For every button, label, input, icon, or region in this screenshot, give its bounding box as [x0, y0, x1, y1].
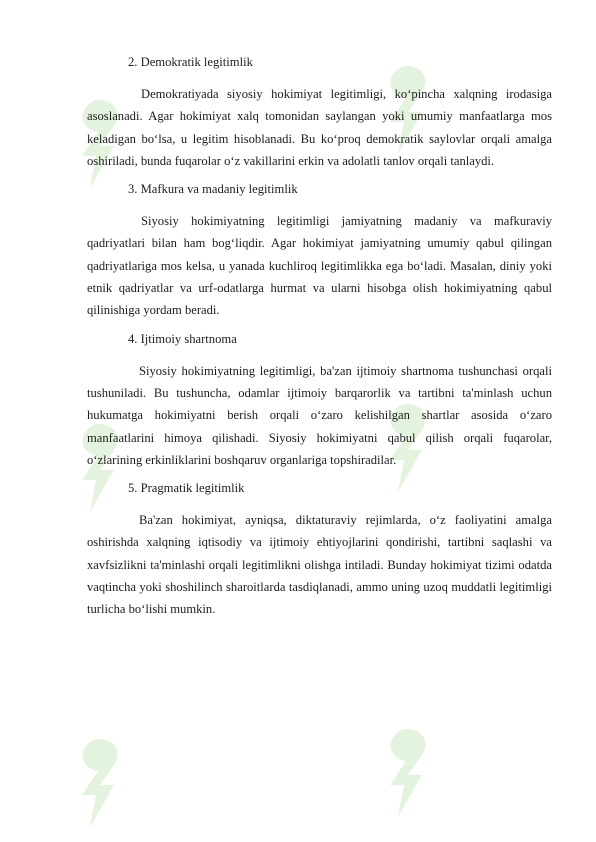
section-paragraph: Demokratiyada siyosiy hokimiyat legitimligi, ko‘pincha xalqning irodasiga asoslanadi. Agar hokimiyat xalq tomonidan saylangan yoki umumiy manfaatlarga mos keladigan bo‘lsa, u legitim hisoblanadi. Bu ko‘proq demokratik saylovlar orqali amalga oshiriladi, bunda fuqarolar o‘z vakillarini erkin va adolatli tanlov orqali tanlaydi.	[87, 87, 552, 168]
watermark-logo-icon	[70, 735, 126, 831]
section-paragraph: Siyosiy hokimiyatning legitimligi, ba'zan ijtimoiy shartnoma tushunchasi orqali tushuniladi. Bu tushuncha, odamlar ijtimoiy barqarorlik va tartibni ta'minlash uchun hukumatga hokimiyatni berish orqali o‘zaro kelishilgan shartlar asosida o‘zaro manfaatlarini himoya qilishadi. Siyosiy hokimiyatni qabul qilish orqali fuqarolar, o‘zlarining erkinliklarini boshqaruv organlariga topshiradilar.	[87, 363, 552, 467]
section-paragraph: Siyosiy hokimiyatning legitimligi jamiyatning madaniy va mafkuraviy qadriyatlari bilan ham bog‘liqdir. Agar hokimiyat jamiyatning umumiy qabul qilingan qadriyatlariga mos kelsa, u yanada kuchliroq legitimlikka ega bo‘ladi. Masalan, diniy yoki etnik qadriyatlar va urf-odatlarga hurmat va ularni hisobga olish hokimiyatning qabul qilinishiga yordam beradi.	[87, 214, 552, 318]
section-heading: 2. Demokratik legitimlik	[128, 55, 253, 69]
document-body	[87, 54, 552, 630]
section-heading: 4. Ijtimoiy shartnoma	[128, 331, 237, 346]
section-heading: 3. Mafkura va madaniy legitimlik	[128, 182, 298, 197]
section-paragraph: Ba'zan hokimiyat, ayniqsa, diktaturaviy rejimlarda, o‘z faoliyatini amalga oshirishda xalqning iqtisodiy va ijtimoiy ehtiyojlarini qondirishi, tartibni saqlashi va xavfsizlikni ta'minlashi orqali legitimlikni olishga intiladi. Bunday hokimiyat tizimi odatda vaqtincha yoki shoshilinch sharoitlarda tasdiqlanadi, ammo uning uzoq muddatli legitimligi turlicha bo‘lishi mumkin.	[87, 513, 552, 617]
section-heading: 5. Pragmatik legitimlik	[128, 481, 245, 496]
watermark-logo-icon	[378, 725, 434, 821]
